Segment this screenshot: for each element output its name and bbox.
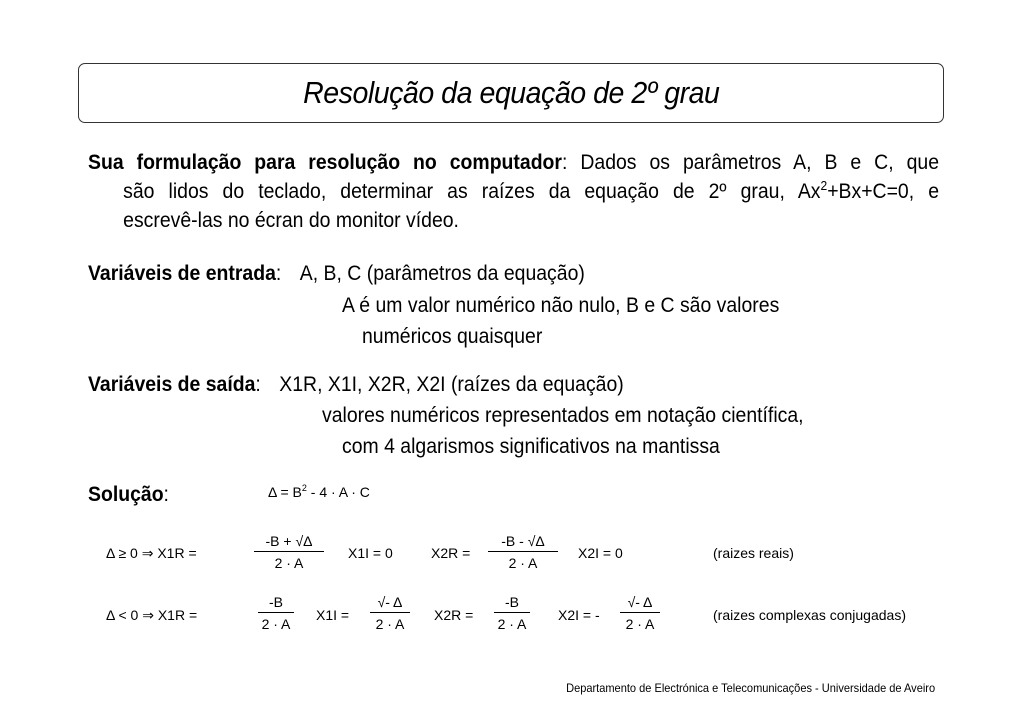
outputs-line-2: valores numéricos representados em notação científica, bbox=[322, 404, 804, 427]
x2i-real: X2I = 0 bbox=[578, 545, 623, 561]
inputs-line-2: A é um valor numérico não nulo, B e C são valores bbox=[342, 294, 780, 317]
inputs-text-1: A, B, C (parâmetros da equação) bbox=[299, 262, 585, 285]
inputs-line-3: numéricos quaisquer bbox=[362, 325, 543, 348]
footer: Departamento de Electrónica e Telecomunicações - Universidade de Aveiro bbox=[565, 681, 935, 695]
x1r-real-denominator: 2 · A bbox=[274, 555, 304, 571]
outputs-heading: Variáveis de saída bbox=[88, 373, 256, 396]
outputs-sep: : bbox=[255, 373, 261, 396]
x2r-complex-denominator: 2 · A bbox=[497, 616, 527, 632]
inputs-line-1 bbox=[88, 259, 585, 288]
x1r-complex-fraction bbox=[258, 594, 294, 632]
solution-heading-line bbox=[88, 480, 169, 509]
solution-sep: : bbox=[163, 483, 169, 506]
x2r-real-label: X2R = bbox=[431, 545, 471, 561]
formulation-line-3: escrevê-las no écran do monitor vídeo. bbox=[123, 209, 459, 232]
x2r-complex-label: X2R = bbox=[434, 607, 474, 623]
formulation-line-2 bbox=[88, 177, 939, 206]
x2r-real-denominator: 2 · A bbox=[508, 555, 538, 571]
formulation-paragraph bbox=[88, 148, 939, 235]
x1r-real-numerator: -B + √Δ bbox=[254, 533, 324, 552]
x2r-real-numerator: -B - √Δ bbox=[488, 533, 558, 552]
formulation-heading: Sua formulação para resolução no computador bbox=[88, 151, 562, 174]
outputs-text-1: X1R, X1I, X2R, X2I (raízes da equação) bbox=[279, 373, 624, 396]
formulation-line-1 bbox=[88, 148, 939, 177]
complex-note: (raizes complexas conjugadas) bbox=[713, 607, 906, 623]
real-note: (raizes reais) bbox=[713, 545, 794, 561]
x2r-complex-fraction bbox=[494, 594, 530, 632]
outputs-line-1 bbox=[88, 370, 624, 399]
x1i-real: X1I = 0 bbox=[348, 545, 393, 561]
x1r-real-fraction bbox=[254, 533, 324, 571]
exponent: 2 bbox=[820, 178, 828, 193]
inputs-sep: : bbox=[275, 262, 282, 285]
x2i-complex-label: X2I = - bbox=[558, 607, 600, 623]
page-title: Resolução da equação de 2º grau bbox=[302, 75, 720, 110]
outputs-line-3: com 4 algarismos significativos na mantissa bbox=[342, 435, 720, 458]
x1i-complex-numerator: √- Δ bbox=[370, 594, 410, 613]
x2i-complex-denominator: 2 · A bbox=[625, 616, 655, 632]
x1i-complex-denominator: 2 · A bbox=[375, 616, 405, 632]
formulation-text-2b: +Bx+C=0, e bbox=[827, 180, 939, 203]
x2r-complex-numerator: -B bbox=[494, 594, 530, 613]
complex-condition: Δ < 0 ⇒ X1R = bbox=[106, 607, 198, 623]
delta-rhs: - 4 · A · C bbox=[306, 484, 370, 500]
x2i-complex-numerator: √- Δ bbox=[620, 594, 660, 613]
real-condition: Δ ≥ 0 ⇒ X1R = bbox=[106, 545, 197, 561]
title-box bbox=[78, 63, 944, 123]
x1r-complex-numerator: -B bbox=[258, 594, 294, 613]
x1i-complex-fraction bbox=[370, 594, 410, 632]
solution-heading: Solução bbox=[88, 483, 164, 506]
delta-exponent: 2 bbox=[301, 483, 307, 493]
x2r-real-fraction bbox=[488, 533, 558, 571]
delta-formula bbox=[268, 484, 370, 500]
x1r-complex-denominator: 2 · A bbox=[261, 616, 291, 632]
delta-lhs: Δ = B bbox=[268, 484, 302, 500]
inputs-heading: Variáveis de entrada bbox=[88, 262, 276, 285]
x1i-complex-label: X1I = bbox=[316, 607, 350, 623]
formulation-text-1: : Dados os parâmetros A, B e C, que bbox=[561, 151, 939, 174]
x2i-complex-fraction bbox=[620, 594, 660, 632]
formulation-text-2a: são lidos do teclado, determinar as raízes da equação de 2º grau, Ax bbox=[123, 180, 821, 203]
